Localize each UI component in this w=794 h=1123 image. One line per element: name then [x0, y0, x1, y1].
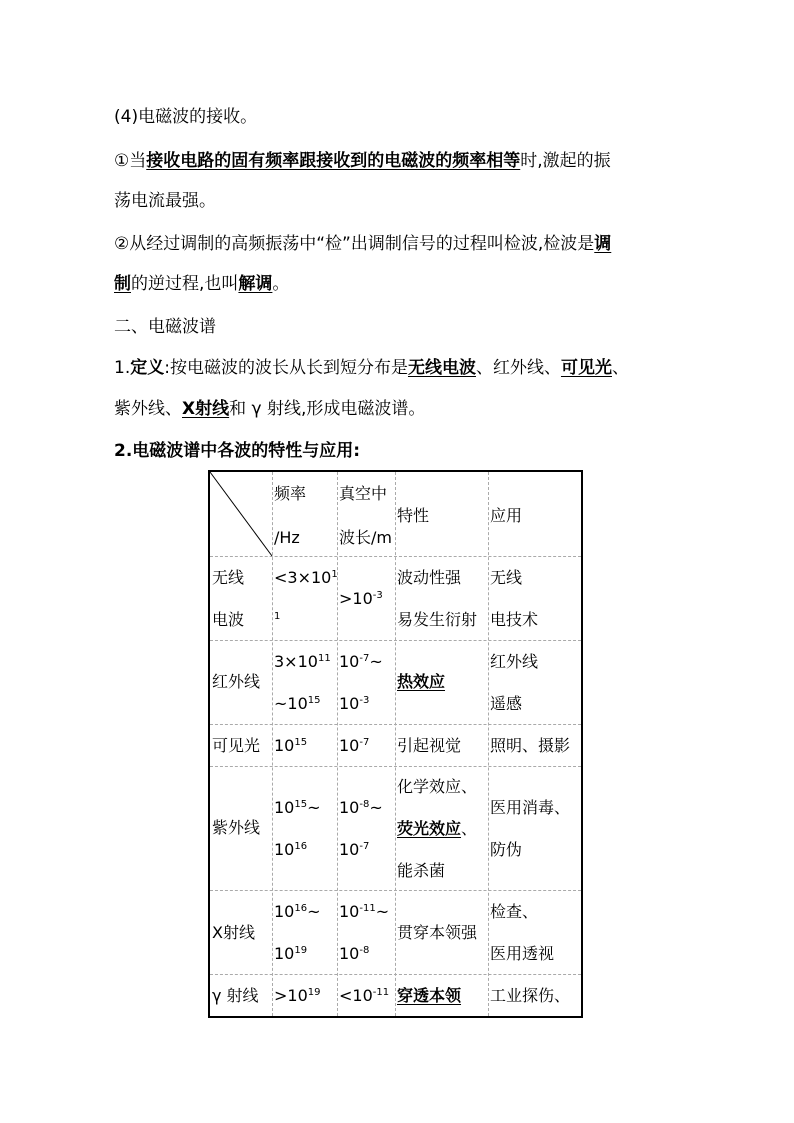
header-wavelength-unit: 波长/m [339, 528, 392, 547]
text: 。 [272, 274, 290, 294]
underlined-term: 制 [114, 274, 131, 294]
freq-value: $3\times 10^{11}$ [274, 652, 331, 671]
paragraph-line [114, 150, 611, 172]
application-value: 无线 [490, 568, 523, 587]
col-divider [272, 472, 273, 1016]
paragraph-line: 荡电流最强。 [114, 191, 216, 211]
wavelength-value: $>10^{-3}$ [339, 589, 383, 608]
spectrum-table [208, 470, 583, 1018]
property-value: 化学效应、 [397, 777, 478, 796]
wavelength-value: $10^{-3}$ [339, 694, 370, 713]
wavelength-value: $10^{-11}\sim$ [339, 902, 390, 921]
text: ②从经过调制的高频振荡中“检”出调制信号的过程叫检波,检波是 [114, 234, 595, 254]
paragraph-line [114, 357, 629, 379]
freq-value: $10^{16}\sim$ [274, 902, 321, 921]
paragraph-line [114, 273, 289, 295]
diagonal-header-line [210, 472, 272, 556]
application-value: 红外线 [490, 652, 539, 671]
row-name: X射线 [212, 923, 255, 942]
underlined-term: 无线电波 [407, 358, 476, 378]
freq-value: $10^{16}$ [274, 840, 308, 859]
header-property: 特性 [397, 506, 430, 525]
freq-value: $10^{15}$ [274, 736, 308, 755]
property-value: 波动性强 [397, 568, 462, 587]
text: 紫外线、 [114, 399, 182, 419]
wavelength-value: $10^{-7}$ [339, 840, 370, 859]
text: 和 γ 射线,形成电磁波谱。 [229, 399, 426, 419]
paragraph-line [114, 398, 425, 420]
header-freq: 频率 [274, 484, 307, 503]
row-name: γ 射线 [212, 986, 259, 1005]
row-name: 无线 [212, 568, 245, 587]
text: 、红外线、 [475, 358, 561, 378]
row-name: 可见光 [212, 736, 261, 755]
underlined-term: 接收电路的固有频率跟接收到的电磁波的频率相等 [146, 151, 521, 171]
application-value: 检查、 [490, 902, 539, 921]
paragraph-line [114, 233, 611, 255]
freq-value: $>10^{19}$ [274, 986, 321, 1005]
application-value: 医用透视 [490, 944, 555, 963]
freq-value: $10^{15}\sim$ [274, 798, 321, 817]
col-divider [488, 472, 489, 1016]
property-value: 贯穿本领强 [397, 923, 478, 942]
wavelength-value: $10^{-7}$ [339, 736, 370, 755]
underlined-term: 解调 [238, 274, 273, 294]
property-value: 能杀菌 [397, 861, 446, 880]
definition-label: 定义 [130, 358, 165, 378]
row-name: 红外线 [212, 672, 261, 691]
application-value: 照明、摄影 [490, 736, 571, 755]
header-freq-unit: /Hz [274, 528, 300, 547]
application-value: 医用消毒、 [490, 798, 571, 817]
application-value: 电技术 [490, 610, 539, 629]
property-value: 荧光效应、 [397, 819, 478, 838]
wavelength-value: $10^{-7}\sim$ [339, 652, 383, 671]
wavelength-value: $10^{-8}$ [339, 944, 370, 963]
underlined-term: X射线 [182, 399, 230, 419]
application-value: 工业探伤、 [490, 986, 571, 1005]
section-heading-spectrum: 二、电磁波谱 [114, 317, 216, 337]
row-name: 电波 [212, 610, 245, 629]
application-value: 遥感 [490, 694, 523, 713]
freq-value: $\sim 10^{15}$ [274, 694, 321, 713]
underlined-term: 可见光 [560, 358, 612, 378]
text: :按电磁波的波长从长到短分布是 [164, 358, 408, 378]
section-heading-reception: (4)电磁波的接收。 [114, 107, 258, 127]
wavelength-value: $10^{-8}\sim$ [339, 798, 383, 817]
freq-value: $10^{19}$ [274, 944, 308, 963]
property-value: 引起视觉 [397, 736, 462, 755]
freq-value-wrap: 1 [274, 611, 281, 622]
underlined-term: 调 [594, 234, 612, 254]
col-divider [395, 472, 396, 1016]
header-application: 应用 [490, 506, 523, 525]
text: 1. [114, 358, 131, 378]
header-wavelength: 真空中 [339, 484, 388, 503]
text: 的逆过程,也叫 [131, 274, 239, 294]
property-value: 易发生衍射 [397, 610, 478, 629]
property-value: 热效应 [397, 672, 446, 691]
table-title: 2.电磁波谱中各波的特性与应用: [114, 441, 361, 461]
property-value: 穿透本领 [397, 986, 462, 1005]
freq-value: $<3\times 10^1$ [274, 568, 338, 587]
text: ①当 [114, 151, 147, 171]
wavelength-value: $<10^{-11}$ [339, 986, 390, 1005]
text: 、 [611, 358, 629, 378]
col-divider [337, 472, 338, 1016]
application-value: 防伪 [490, 840, 523, 859]
row-name: 紫外线 [212, 818, 261, 837]
text: 时,激起的振 [520, 151, 611, 171]
